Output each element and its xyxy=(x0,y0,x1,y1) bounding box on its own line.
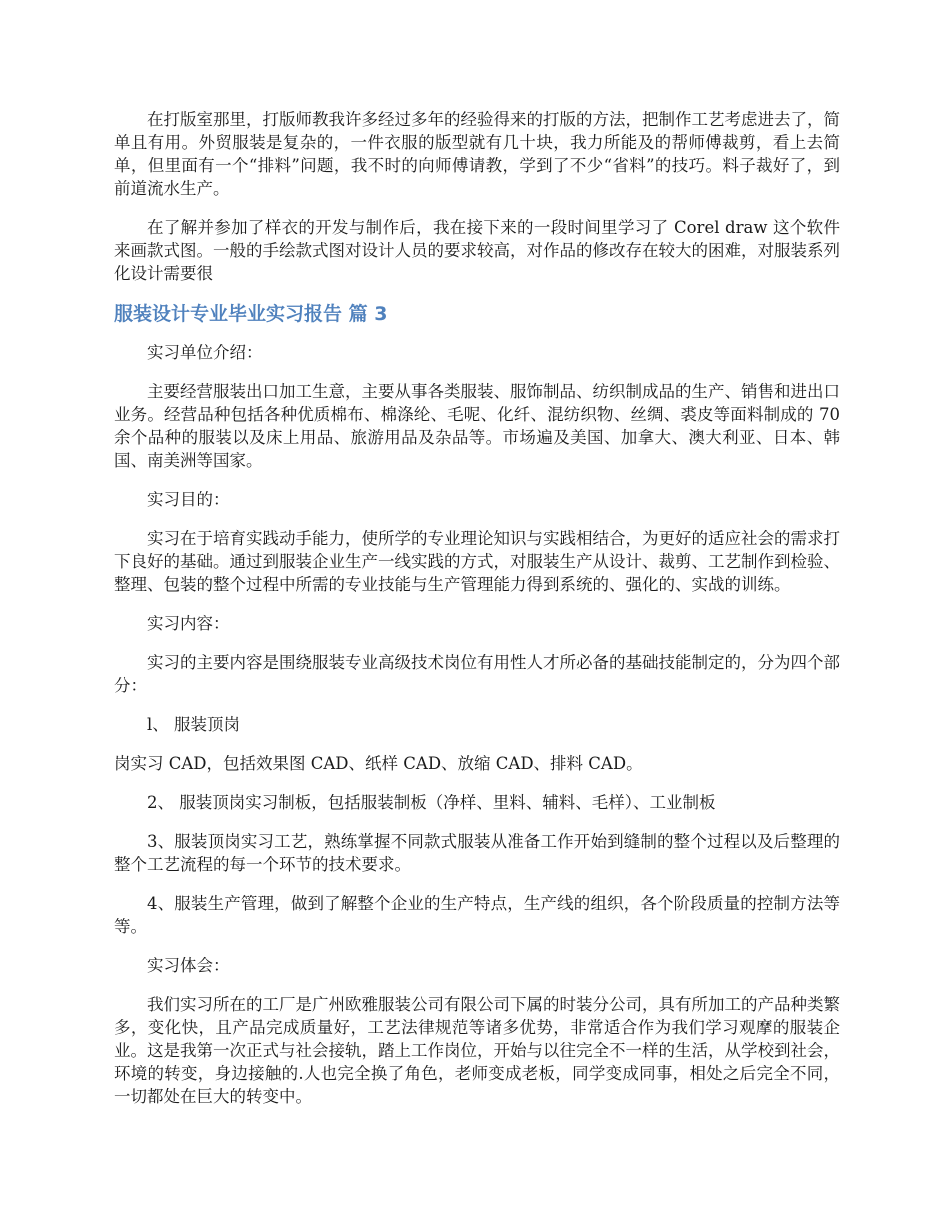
label-experience: 实习体会： xyxy=(147,956,230,975)
paragraph-experience: 我们实习所在的工厂是广州欧雅服装公司有限公司下属的时装分公司，具有所加工的产品种类繁多，变化快，且产品完成质量好，工艺法律规范等诸多优势，非常适合作为我们学习观摩的服装企业。这是我第一次正式与社会接轨，踏上工作岗位，开始与以往完全不一样的生活，从学校到社会，环境的转变，身边接触的.人也完全换了角色，老师变成老板，同学变成同事，相处之后完全不同，一切都处在巨大的转变中。 xyxy=(114,995,840,1106)
list-item-4: 4、服装生产管理，做到了解整个企业的生产特点，生产线的组织，各个阶段质量的控制方法等等。 xyxy=(114,894,840,936)
document-page xyxy=(114,108,840,1124)
label-purpose: 实习目的： xyxy=(147,490,230,509)
section-heading: 服装设计专业毕业实习报告 篇 3 xyxy=(114,303,388,325)
paragraph-unit-intro: 主要经营服装出口加工生意，主要从事各类服装、服饰制品、纺织制成品的生产、销售和进出口业务。经营品种包括各种优质棉布、棉涤纶、毛呢、化纤、混纺织物、丝绸、裘皮等面料制成的 70 余个品种的服装以及床上用品、旅游用品及杂品等。市场遍及美国、加拿大、澳大利亚、日本、韩国、南美洲等国家。 xyxy=(114,382,840,470)
list-item-2: 2、 服装顶岗实习制板，包括服装制板（净样、里料、辅料、毛样）、工业制板 xyxy=(147,793,716,812)
paragraph-content: 实习的主要内容是围绕服装专业高级技术岗位有用性人才所必备的基础技能制定的，分为四个部分： xyxy=(114,653,840,695)
list-item-1-continued: 岗实习 CAD，包括效果图 CAD、纸样 CAD、放缩 CAD、排料 CAD。 xyxy=(114,754,643,773)
list-item-3: 3、服装顶岗实习工艺，熟练掌握不同款式服装从准备工作开始到缝制的整个过程以及后整理的整个工艺流程的每一个环节的技术要求。 xyxy=(114,832,840,874)
list-item-1: l、 服装顶岗 xyxy=(147,715,241,734)
label-unit-intro: 实习单位介绍： xyxy=(147,343,263,362)
paragraph-pattern-room: 在打版室那里，打版师教我许多经过多年的经验得来的打版的方法，把制作工艺考虑进去了，简单且有用。外贸服装是复杂的，一件衣服的版型就有几十块，我力所能及的帮师傅裁剪，看上去简单，但里面有一个“排料”问题，我不时的向师傅请教，学到了不少“省料”的技巧。料子裁好了，到前道流水生产。 xyxy=(114,110,840,198)
label-content: 实习内容： xyxy=(147,614,230,633)
paragraph-coreldraw: 在了解并参加了样衣的开发与制作后，我在接下来的一段时间里学习了 Corel draw 这个软件来画款式图。一般的手绘款式图对设计人员的要求较高，对作品的修改存在较大的困难，对服装系列化设计需要很 xyxy=(114,218,840,283)
paragraph-purpose: 实习在于培育实践动手能力，使所学的专业理论知识与实践相结合，为更好的适应社会的需求打下良好的基础。通过到服装企业生产一线实践的方式，对服装生产从设计、裁剪、工艺制作到检验、整理、包装的整个过程中所需的专业技能与生产管理能力得到系统的、强化的、实战的训练。 xyxy=(114,529,840,594)
